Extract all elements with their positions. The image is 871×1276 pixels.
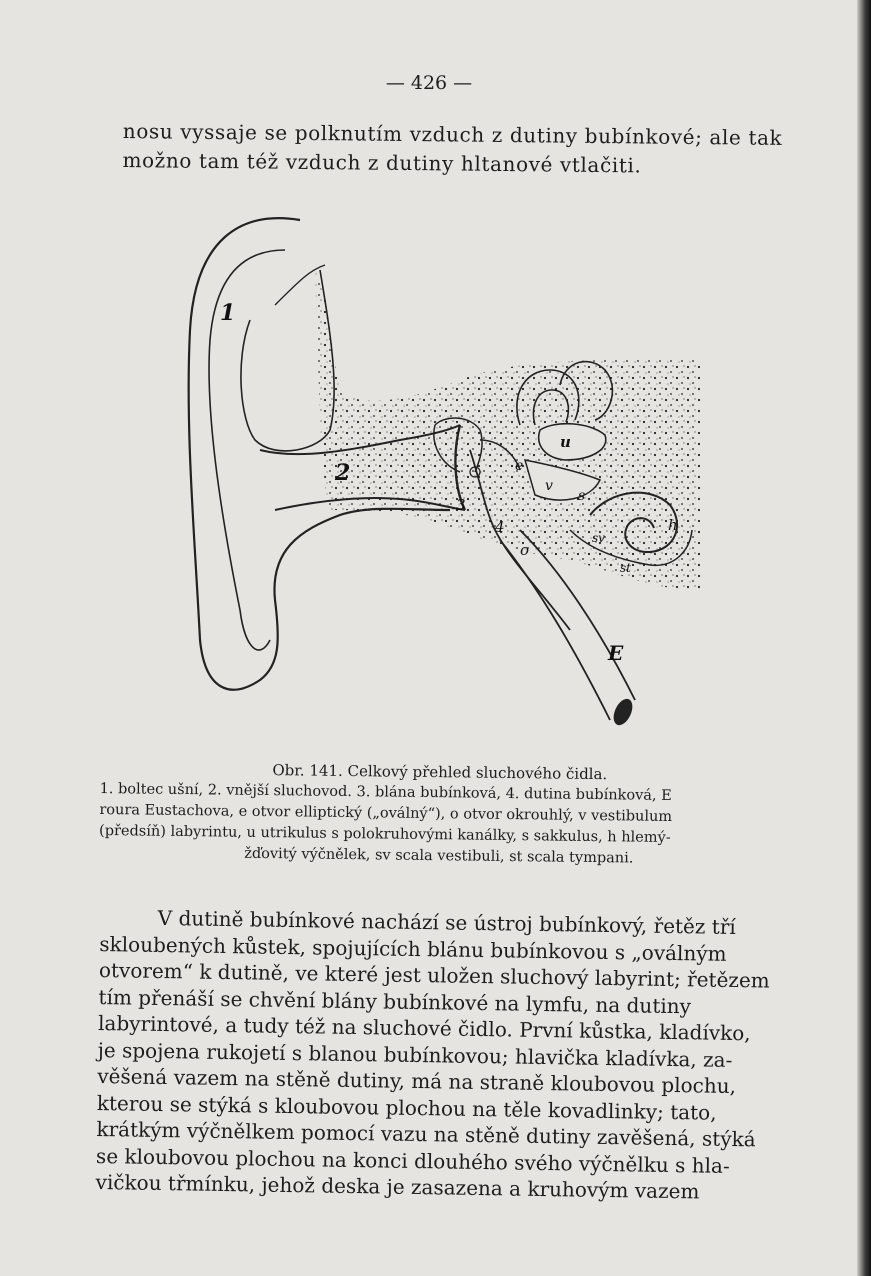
eustachian-tube-lower (500, 540, 610, 720)
label-external-canal: 2 (335, 460, 351, 486)
eustachian-tube-opening (610, 696, 636, 728)
book-binding-edge (857, 0, 871, 1276)
caption-line: žďovitý výčnělek, sv scala vestibuli, st scala tympani. (244, 845, 634, 867)
text-line: skloubených kůstek, spojujících blánu bubínkovou s „oválným (99, 931, 727, 966)
label-round-window: o (520, 541, 530, 559)
label-cochlea: h (668, 516, 678, 534)
text-line: se kloubovou plochou na konci dlouhého svého výčnělku s hla- (95, 1143, 730, 1178)
caption-line: roura Eustachova, e otvor elliptický („oválný“), o otvor okrouhlý, v vestibulum (99, 801, 673, 825)
text-line: věšená vazem na stěně dutiny, má na straně kloubovou plochu, (97, 1063, 737, 1099)
label-eardrum: 3 (456, 496, 466, 514)
label-eustachian-tube: E (608, 641, 624, 665)
caption-title: Obr. 141. Celkový přehled sluchového čidla. (272, 761, 608, 784)
text-line: tím přenáší se chvění blány bubínkové na lymfu, na dutiny (98, 984, 692, 1018)
label-scala-vestibuli: sv (592, 531, 605, 545)
page-number: — 426 — (385, 72, 473, 94)
caption-line: 1. boltec ušní, 2. vnější sluchovod. 3. blána bubínková, 4. dutina bubínková, E (99, 780, 672, 804)
text-line: nosu vyssaje se polknutím vzduch z dutiny bubínkové; ale tak (122, 118, 783, 150)
text-line: vičkou třmínku, jehož deska je zasazena a kruhovým vazem (95, 1169, 700, 1204)
caption-line: (předsíň) labyrintu, u utrikulus s polokruhovými kanálky, s sakkulus, h hlemý- (99, 822, 671, 846)
body-paragraph (95, 904, 770, 1206)
temporal-bone-region (315, 270, 700, 590)
text-line: V dutině bubínkové nachází se ústroj bubínkový, řetěz tří (157, 905, 736, 939)
label-vestibule: v (545, 478, 553, 494)
text-line: možno tam též vzduch z dutiny hltanové vtlačiti. (122, 147, 642, 178)
ear-anatomy-illustration (180, 210, 700, 760)
label-oval-window: e (515, 458, 524, 474)
label-tympanic-cavity: 4 (495, 518, 505, 536)
text-line: labyrintové, a tudy též na sluchové čidlo. První kůstka, kladívko, (97, 1010, 751, 1046)
lead-paragraph (122, 117, 783, 182)
label-scala-tympani: st (620, 561, 631, 575)
label-auricle: 1 (220, 300, 236, 326)
text-line: je spojena rukojetí s blanou bubínkovou; hlavička kladívka, za- (97, 1037, 733, 1072)
label-utricle: u (560, 433, 571, 451)
label-saccule: s (578, 488, 586, 504)
text-line: krátkým výčnělkem pomocí vazu na stěně dutiny zavěšená, stýká (96, 1116, 756, 1152)
text-line: kterou se stýká s kloubovou plochou na těle kovadlinky; tato, (96, 1090, 717, 1125)
figure-caption (99, 758, 780, 871)
text-line: otvorem“ k dutině, ve které jest uložen sluchový labyrint; řetězem (98, 957, 770, 993)
